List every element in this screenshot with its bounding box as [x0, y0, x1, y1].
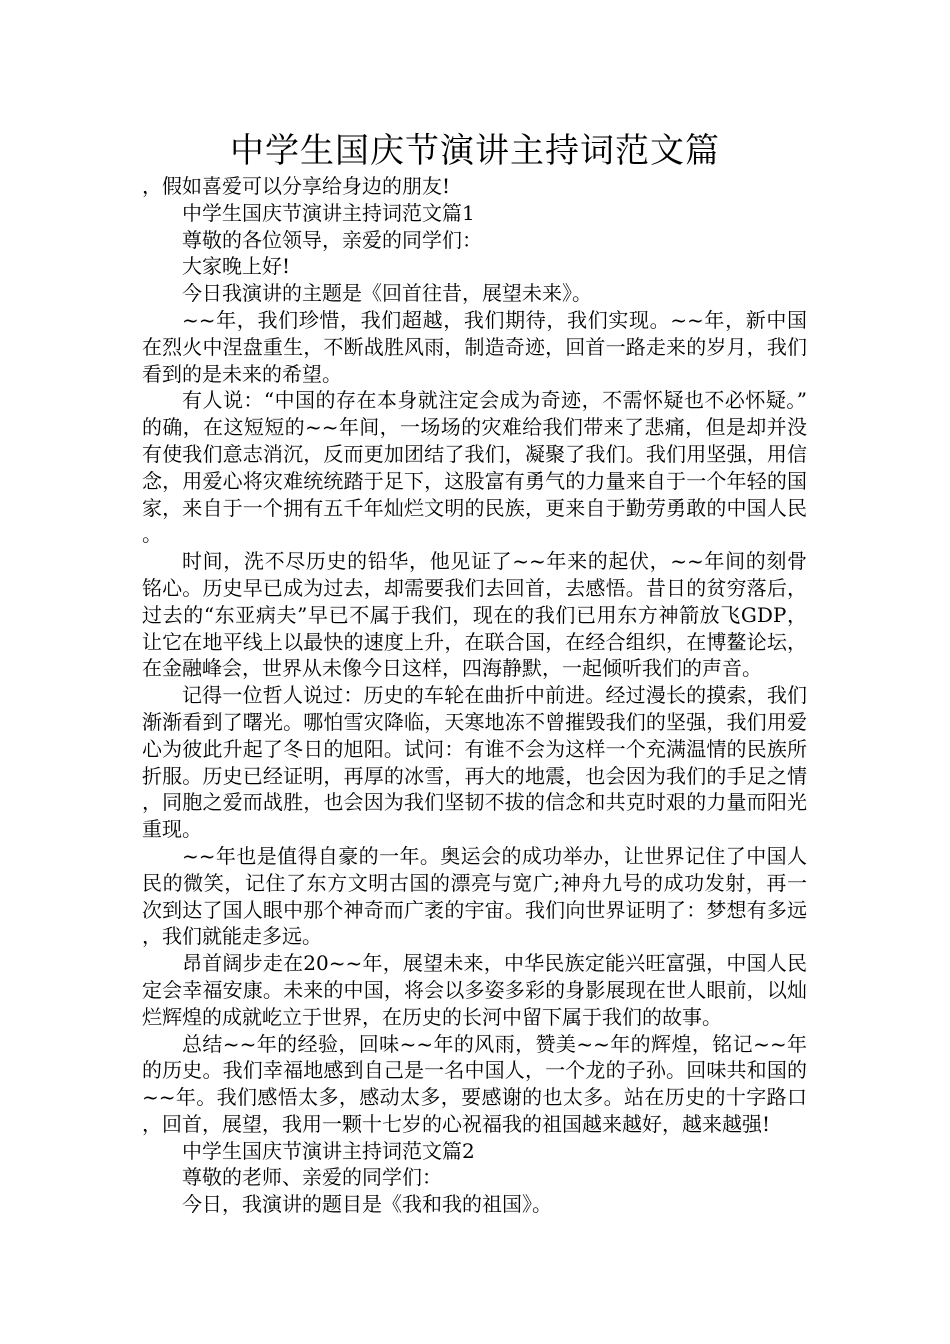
- paragraph: 有人说：“中国的存在本身就注定会成为奇迹，不需怀疑也不必怀疑。”的确，在这短短的~~年间，一场场的灾难给我们带来了悲痛，但是却并没有使我们意志消沉，反而更加团结了我们，凝聚了我们。我们用坚强，用信念，用爱心将灾难统统踏于足下，这股富有勇气的力量来自于一个年轻的国家，来自于一个拥有五千年灿烂文明的民族，更来自于勤劳勇敢的中国人民。: [142, 388, 807, 547]
- paragraph: 时间，洗不尽历史的铅华，他见证了~~年来的起伏，~~年间的刻骨铭心。历史早已成为过去，却需要我们去回首，去感悟。昔日的贫穷落后，过去的“东亚病夫”早已不属于我们，现在的我们已用东方神箭放飞GDP，让它在地平线上以最快的速度上升，在联合国，在经合组织，在博鳌论坛，在金融峰会，世界从未像今日这样，四海静默，一起倾听我们的声音。: [142, 549, 807, 681]
- document-title: 中学生国庆节演讲主持词范文篇: [230, 131, 720, 171]
- speech-topic: 今日，我演讲的题目是《我和我的祖国》。: [182, 1192, 552, 1217]
- paragraph: ~~年，我们珍惜，我们超越，我们期待，我们实现。~~年，新中国在烈火中涅盘重生，不断战胜风雨，制造奇迹，回首一路走来的岁月，我们看到的是未来的希望。: [142, 307, 807, 386]
- paragraph: 记得一位哲人说过：历史的车轮在曲折中前进。经过漫长的摸索，我们渐渐看到了曙光。哪怕雪灾降临，天寒地冻不曾摧毁我们的坚强，我们用爱心为彼此升起了冬日的旭阳。试问：有谁不会为这样一个充满温情的民族所折服。历史已经证明，再厚的冰雪，再大的地震，也会因为我们的手足之情，同胞之爱而战胜，也会因为我们坚韧不拔的信念和共克时艰的力量而阳光重现。: [142, 683, 807, 842]
- section-heading-2: 中学生国庆节演讲主持词范文篇2: [182, 1138, 475, 1163]
- document-body: [142, 173, 807, 1218]
- speech-topic: 今日我演讲的主题是《回首往昔，展望未来》。: [182, 281, 592, 306]
- paragraph: 昂首阔步走在20~~年，展望未来，中华民族定能兴旺富强，中国人民定会幸福安康。未来的中国，将会以多姿多彩的身影展现在世人眼前，以灿烂辉煌的成就屹立于世界，在历史的长河中留下属于我们的故事。: [142, 951, 807, 1029]
- greeting: 大家晚上好!: [182, 254, 291, 279]
- salutation: 尊敬的老师、亲爱的同学们：: [182, 1165, 442, 1190]
- section-heading-1: 中学生国庆节演讲主持词范文篇1: [182, 200, 475, 225]
- intro-line: ，假如喜爱可以分享给身边的朋友!: [142, 174, 451, 198]
- paragraph: 总结~~年的经验，回味~~年的风雨，赞美~~年的辉煌，铭记~~年的历史。我们幸福地感到自己是一名中国人，一个龙的子孙。回味共和国的~~年。我们感悟太多，感动太多，要感谢的也太多。站在历史的十字路口，回首，展望，我用一颗十七岁的心祝福我的祖国越来越好，越来越强!: [142, 1031, 807, 1136]
- salutation: 尊敬的各位领导，亲爱的同学们：: [182, 227, 482, 252]
- paragraph: ~~年也是值得自豪的一年。奥运会的成功举办，让世界记住了中国人民的微笑，记住了东方文明古国的漂亮与宽广;神舟九号的成功发射，再一次到达了国人眼中那个神奇而广袤的宇宙。我们向世界证明了：梦想有多远，我们就能走多远。: [142, 843, 807, 949]
